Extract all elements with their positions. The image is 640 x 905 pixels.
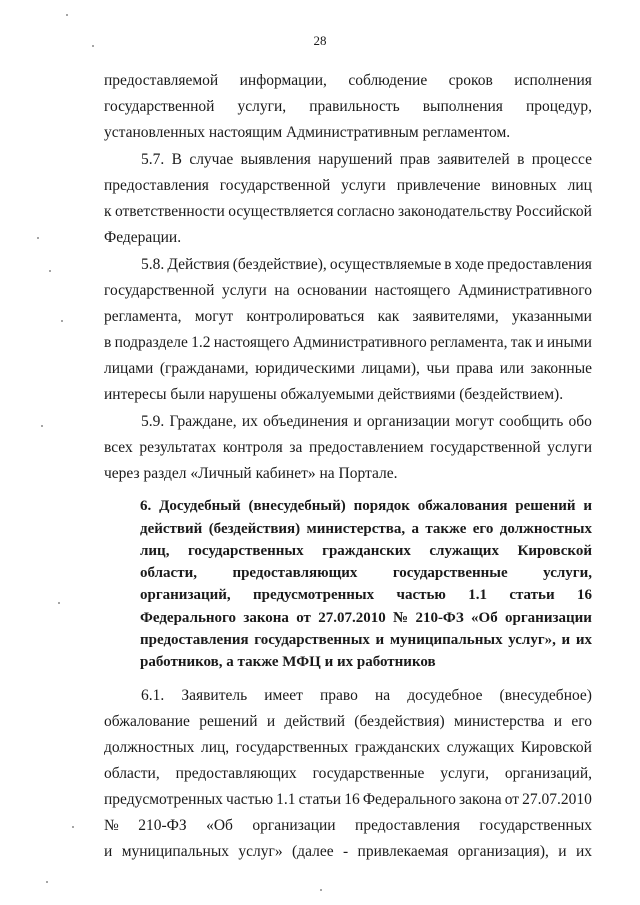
word: как — [377, 308, 400, 325]
word: в — [517, 151, 525, 168]
word: предоставляющих — [232, 565, 358, 581]
word: могут — [455, 413, 494, 430]
word: случае — [189, 151, 234, 168]
word: работников, а также МФЦ и их работников — [140, 654, 436, 670]
word: услуги, — [237, 98, 287, 115]
word: предоставлением — [309, 439, 424, 456]
text-line — [104, 123, 592, 143]
word: предоставления — [487, 256, 592, 273]
word: порядок — [353, 498, 410, 514]
word: государственных — [235, 739, 349, 756]
word: сообщить — [498, 413, 564, 430]
word: выполнения — [422, 98, 503, 115]
word: муниципальных — [389, 632, 503, 648]
word: соблюдение — [348, 72, 428, 89]
word: 16 — [576, 587, 592, 603]
text-line — [104, 307, 592, 327]
section-heading-line — [140, 519, 592, 539]
text-line — [104, 816, 592, 836]
scan-speck — [58, 602, 60, 604]
word: законные — [530, 360, 592, 377]
word: 27.07.2010 — [522, 791, 592, 808]
scan-speck — [46, 881, 48, 883]
word: организации — [366, 413, 451, 430]
word: (далее — [292, 843, 334, 860]
word: настоящего — [374, 282, 451, 299]
word: Административного — [292, 334, 427, 351]
word: услуги — [547, 439, 592, 456]
word: статьи — [509, 587, 555, 603]
word: государственные — [392, 565, 508, 581]
word: и — [104, 843, 113, 860]
word: 16 — [344, 791, 360, 808]
word: через раздел «Личный кабинет» на Портале. — [104, 465, 398, 482]
word: 1.2 — [191, 334, 211, 351]
word: государственных — [254, 632, 370, 648]
word: регламента, — [429, 334, 508, 351]
word: закона — [243, 610, 289, 626]
word: «Об — [206, 817, 233, 834]
word: закона — [458, 791, 502, 808]
word: согласно — [336, 203, 395, 220]
section-heading-line — [140, 585, 592, 605]
word: к — [104, 203, 112, 220]
word: услуги — [341, 177, 386, 194]
word: привлекаемая — [357, 843, 449, 860]
text-line — [104, 281, 592, 301]
scan-speck — [66, 14, 68, 16]
word: решений — [199, 713, 258, 730]
text-line — [104, 842, 592, 862]
word: 210-ФЗ — [138, 817, 187, 834]
text-line — [141, 412, 592, 432]
word: служащих — [429, 543, 499, 559]
word: № — [104, 817, 119, 834]
word: услуг» — [238, 843, 283, 860]
word: муниципальных — [121, 843, 229, 860]
word: также — [425, 521, 467, 537]
word: Заявитель — [181, 687, 248, 704]
section-heading-line — [140, 541, 592, 561]
word: их — [575, 632, 592, 648]
text-line — [104, 228, 592, 248]
text-line — [141, 686, 592, 706]
word: Административного — [457, 282, 592, 299]
scan-speck — [320, 889, 322, 891]
word: и — [583, 498, 592, 514]
word: лиц, — [140, 543, 170, 559]
word: и — [353, 413, 362, 430]
word: области, — [104, 765, 160, 782]
word: Кировской — [517, 543, 592, 559]
text-line — [104, 333, 592, 353]
word: иными — [546, 334, 592, 351]
word: лицами), — [361, 360, 420, 377]
word: организация), — [457, 843, 549, 860]
text-line — [104, 712, 592, 732]
word: (бездействия) — [208, 521, 301, 537]
text-line — [104, 738, 592, 758]
word: подразделе — [114, 334, 188, 351]
word: и — [375, 632, 385, 648]
word: основании — [297, 282, 368, 299]
word: могут — [194, 308, 234, 325]
word: 27.07.2010 — [318, 610, 386, 626]
word: и — [535, 334, 544, 351]
word: установленных настоящим Административным регламентом. — [104, 124, 511, 141]
word: гражданских — [322, 543, 411, 559]
word: лицами — [104, 360, 154, 377]
word: 210-ФЗ — [415, 610, 464, 626]
text-line — [104, 385, 592, 405]
section-heading-line — [140, 563, 592, 583]
word: государственной — [219, 177, 331, 194]
word: предусмотренных — [253, 587, 375, 603]
text-line — [104, 176, 592, 196]
word: государственной — [104, 282, 215, 299]
word: результатах — [139, 439, 217, 456]
scan-speck — [72, 826, 74, 828]
word: от — [504, 791, 520, 808]
word: указанными — [511, 308, 592, 325]
scan-speck — [49, 270, 51, 272]
word: 5.8. — [141, 256, 165, 273]
text-line — [141, 150, 592, 170]
word: ходе — [454, 256, 484, 273]
word: виновных — [491, 177, 557, 194]
word: 6.1. — [141, 687, 165, 704]
word: его — [472, 521, 494, 537]
word: государственной — [104, 98, 215, 115]
word: заявителей — [437, 151, 510, 168]
word: должностных — [499, 521, 592, 537]
word: осуществляется — [228, 203, 334, 220]
scan-speck — [92, 45, 94, 47]
word: правильность — [309, 98, 400, 115]
word: Действия — [167, 256, 230, 273]
word: государственные — [312, 765, 425, 782]
word: их — [241, 413, 258, 430]
text-line — [104, 97, 592, 117]
word: Федерации. — [104, 229, 182, 246]
word: «Об — [471, 610, 498, 626]
word: их — [575, 843, 592, 860]
word: и — [558, 843, 567, 860]
word: частью — [396, 587, 446, 603]
word: или — [499, 360, 525, 377]
word: досудебное — [407, 687, 483, 704]
text-line — [141, 255, 592, 275]
word: нарушений — [318, 151, 393, 168]
word: всех — [104, 439, 133, 456]
word: права — [456, 360, 494, 377]
word: 1.1 — [468, 587, 487, 603]
word: организации — [505, 610, 592, 626]
word: государственных — [479, 817, 592, 834]
text-line — [104, 202, 592, 222]
word: решений — [515, 498, 576, 514]
word: чьи — [426, 360, 450, 377]
word: сроков — [448, 72, 493, 89]
word: (бездействие), — [232, 256, 327, 273]
word: привлечение — [396, 177, 481, 194]
word: - — [342, 843, 349, 860]
word: и — [561, 632, 571, 648]
word: статьи — [298, 791, 342, 808]
text-line — [104, 359, 592, 379]
word: осуществляемые — [329, 256, 442, 273]
text-line — [104, 764, 592, 784]
scan-speck — [41, 425, 43, 427]
word: действий — [140, 521, 203, 537]
text-line — [104, 790, 592, 810]
section-heading-line — [140, 652, 592, 672]
word: служащих — [446, 739, 515, 756]
word: Кировской — [520, 739, 592, 756]
word: ответственности — [114, 203, 225, 220]
word: услуг», — [508, 632, 556, 648]
word: контролироваться — [246, 308, 365, 325]
word: министерства — [453, 713, 545, 730]
word: обжалование — [104, 713, 190, 730]
word: и — [266, 713, 276, 730]
word: лиц, — [200, 739, 230, 756]
section-heading-line — [140, 608, 592, 628]
word: объединения — [263, 413, 349, 430]
word: услуги, — [440, 765, 489, 782]
word: Российской — [515, 203, 592, 220]
word: Досудебный — [159, 498, 241, 514]
scan-speck — [61, 320, 63, 322]
section-heading-line — [140, 630, 592, 650]
word: (гражданами, — [159, 360, 249, 377]
word: организаций, — [504, 765, 592, 782]
text-line — [104, 464, 592, 484]
word: на — [274, 282, 290, 299]
word: предоставления — [140, 632, 249, 648]
word: в — [444, 256, 452, 273]
word: предусмотренных — [104, 791, 223, 808]
word: выявления — [240, 151, 311, 168]
word: 5.9. — [141, 413, 165, 430]
word: и — [553, 713, 563, 730]
word: (внесудебное) — [499, 687, 592, 704]
word: за — [289, 439, 303, 456]
word: Граждане, — [169, 413, 237, 430]
word: имеет — [264, 687, 303, 704]
page-number: 28 — [313, 33, 327, 48]
word: 1.1 — [276, 791, 296, 808]
word: обжалования — [417, 498, 508, 514]
word: право — [319, 687, 358, 704]
word: заявителями, — [412, 308, 499, 325]
word: от — [296, 610, 311, 626]
word: процедур, — [525, 98, 592, 115]
word: настоящего — [213, 334, 290, 351]
word: предоставления — [104, 177, 209, 194]
scan-speck — [37, 237, 39, 239]
word: так — [510, 334, 533, 351]
word: Федерального — [140, 610, 236, 626]
word: организации — [252, 817, 336, 834]
word: Федерального — [362, 791, 456, 808]
word: лиц — [567, 177, 592, 194]
word: государственных — [187, 543, 304, 559]
word: должностных — [104, 739, 195, 756]
word: исполнения — [514, 72, 592, 89]
word: на — [374, 687, 391, 704]
word: обо — [568, 413, 592, 430]
word: юридическими — [255, 360, 355, 377]
word: услуги, — [543, 565, 592, 581]
word: регламента, — [104, 308, 182, 325]
word: организаций, — [140, 587, 231, 603]
word: № — [393, 610, 409, 626]
word: а — [411, 521, 419, 537]
word: (бездействия) — [354, 713, 445, 730]
word: области, — [140, 565, 197, 581]
word: государственной — [430, 439, 541, 456]
word: министерства, — [306, 521, 406, 537]
word: предоставляющих — [175, 765, 297, 782]
section-heading-line — [140, 496, 592, 516]
word: информации, — [239, 72, 327, 89]
word: действий — [284, 713, 345, 730]
word: его — [571, 713, 592, 730]
word: (внесудебный) — [248, 498, 346, 514]
word: частью — [226, 791, 274, 808]
word: прав — [399, 151, 431, 168]
word: 6. — [140, 498, 152, 514]
word: 5.7. — [141, 151, 165, 168]
word: интересы были нарушены обжалуемыми действиями (бездействием). — [104, 386, 564, 403]
word: предоставления — [355, 817, 460, 834]
word: предоставляемой — [104, 72, 219, 89]
word: процессе — [531, 151, 592, 168]
word: контроля — [222, 439, 283, 456]
word: гражданских — [354, 739, 441, 756]
word: законодательству — [398, 203, 513, 220]
text-line — [104, 438, 592, 458]
text-line — [104, 71, 592, 91]
word: в — [104, 334, 112, 351]
word: услуги — [222, 282, 267, 299]
word: В — [171, 151, 182, 168]
